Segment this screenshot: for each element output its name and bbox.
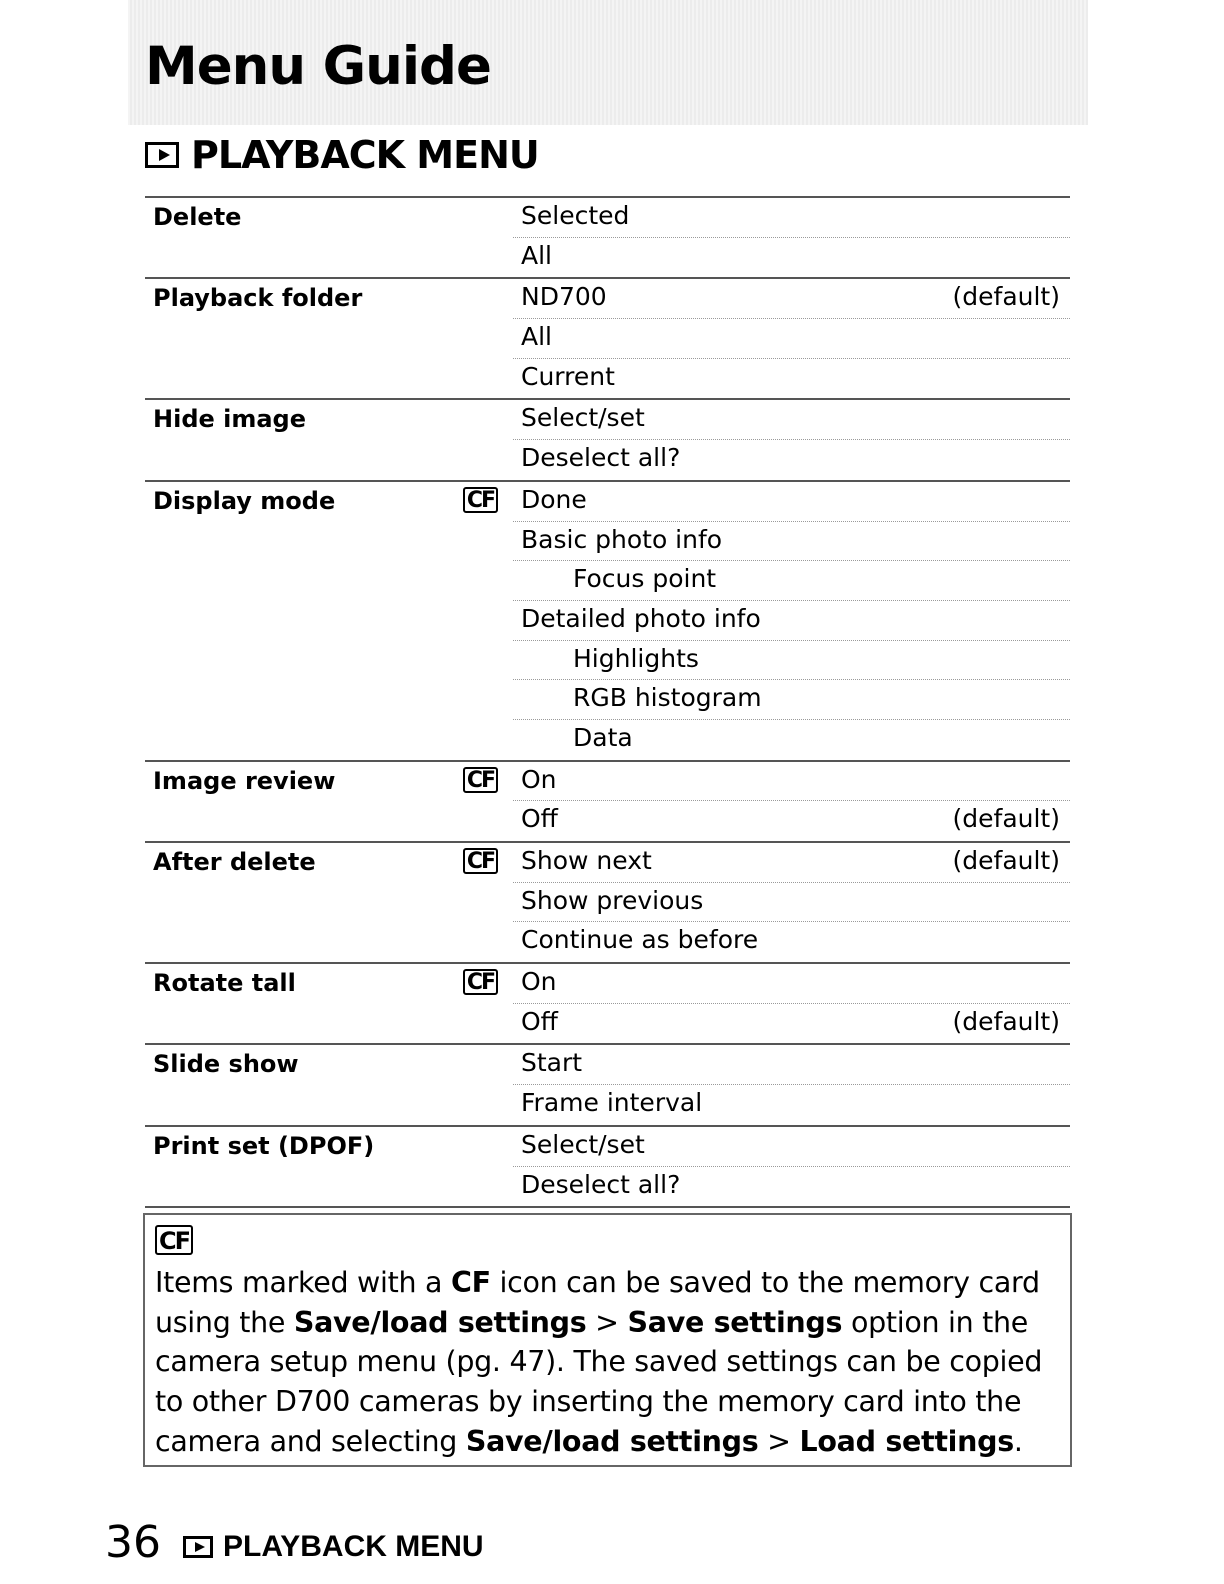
note-text: [155, 1263, 1058, 1462]
default-marker: (default): [952, 282, 1060, 312]
option-text: Deselect all?: [521, 443, 681, 473]
default-marker: (default): [952, 804, 1060, 834]
note-text-run: >: [758, 1424, 800, 1458]
cf-column: [448, 964, 513, 1043]
section-heading-label: PLAYBACK MENU: [191, 133, 539, 177]
note-emphasis: CF: [450, 1266, 491, 1299]
option-text: Frame interval: [521, 1088, 703, 1118]
option-row: [513, 601, 1070, 641]
option-list: [513, 198, 1070, 277]
menu-item-label: Delete: [153, 203, 242, 231]
option-row: [513, 883, 1070, 923]
cf-column: [448, 198, 513, 277]
option-text: Basic photo info: [521, 524, 723, 554]
cf-column: [448, 843, 513, 962]
menu-item-label: Playback folder: [153, 284, 363, 313]
menu-group: [145, 198, 1070, 279]
menu-group: [145, 400, 1070, 481]
option-text: Deselect all?: [521, 1169, 681, 1199]
option-list: [513, 964, 1070, 1043]
option-row: [513, 922, 1070, 962]
option-text: All: [521, 240, 552, 270]
option-text: Select/set: [521, 1129, 645, 1159]
option-text: On: [521, 764, 557, 794]
note-emphasis: Load settings: [799, 1424, 1014, 1458]
option-row: [513, 319, 1070, 359]
option-text: Show next: [521, 846, 652, 875]
option-row: [513, 522, 1070, 562]
note-emphasis: Save/load settings: [465, 1424, 759, 1458]
cf-column: [448, 400, 513, 479]
note-text-run: .: [1013, 1424, 1023, 1458]
option-row: [513, 1004, 1070, 1044]
option-text: On: [521, 967, 557, 997]
cf-icon: CF: [463, 848, 498, 874]
option-list: [513, 482, 1070, 760]
cf-column: [448, 279, 513, 398]
option-row: [513, 641, 1070, 681]
option-list: [513, 400, 1070, 479]
footer: [105, 1513, 484, 1573]
menu-group: [145, 279, 1070, 400]
option-text: Focus point: [573, 564, 717, 594]
default-marker: (default): [952, 846, 1060, 875]
cf-icon: CF: [463, 487, 498, 513]
option-row: [513, 440, 1070, 480]
option-text: Current: [521, 361, 615, 391]
playback-icon: [183, 1536, 213, 1558]
option-list: [513, 762, 1070, 841]
footer-section: [183, 1530, 484, 1564]
option-row: [513, 801, 1070, 841]
menu-table: [145, 196, 1070, 1208]
option-row: [513, 843, 1070, 883]
option-text: Show previous: [521, 885, 704, 915]
cf-column: [448, 762, 513, 841]
page-title: Menu Guide: [145, 36, 491, 97]
option-row: [513, 964, 1070, 1004]
option-text: ND700: [521, 282, 607, 312]
option-text: Select/set: [521, 403, 645, 433]
footer-section-label: PLAYBACK MENU: [223, 1530, 484, 1563]
option-text: Continue as before: [521, 925, 759, 955]
option-row: [513, 359, 1070, 399]
menu-item-label: Hide image: [153, 405, 307, 434]
menu-item-label: Image review: [153, 766, 336, 795]
note-text-run: option in the camera setup menu (pg. 47). The saved settings can be copied to other D700 cameras by inserting the memory card into the camera and selecting: [155, 1305, 1043, 1458]
option-row: [513, 1167, 1070, 1207]
menu-group: [145, 762, 1070, 843]
option-text: Data: [573, 722, 633, 752]
option-row: [513, 198, 1070, 238]
option-text: Start: [521, 1048, 583, 1078]
cf-column: [448, 1127, 513, 1206]
option-text: RGB histogram: [573, 683, 762, 713]
option-row: [513, 561, 1070, 601]
option-row: [513, 279, 1070, 319]
menu-item-label: After delete: [153, 848, 316, 876]
menu-item-label: Rotate tall: [153, 969, 296, 998]
option-list: [513, 1127, 1070, 1206]
playback-icon: [145, 142, 179, 168]
menu-group: [145, 1045, 1070, 1126]
note-text-run: icon can be saved to the memory card using the: [155, 1266, 1040, 1339]
option-list: [513, 843, 1070, 962]
option-text: Selected: [521, 201, 630, 230]
option-text: All: [521, 322, 552, 352]
cf-icon: CF: [463, 969, 498, 995]
option-list: [513, 1045, 1070, 1124]
section-heading: [145, 130, 539, 180]
note-text-run: Items marked with a: [155, 1266, 451, 1299]
option-row: [513, 482, 1070, 522]
note-emphasis: Save settings: [627, 1305, 843, 1339]
menu-item-label: Print set (DPOF): [153, 1131, 375, 1160]
option-row: [513, 238, 1070, 278]
option-row: [513, 400, 1070, 440]
option-text: Off: [521, 1006, 558, 1036]
menu-group: [145, 482, 1070, 762]
option-row: [513, 1127, 1070, 1167]
option-row: [513, 680, 1070, 720]
option-row: [513, 720, 1070, 760]
cf-column: [448, 482, 513, 760]
page-number: 36: [105, 1517, 161, 1568]
cf-column: [448, 1045, 513, 1124]
cf-icon: CF: [463, 767, 498, 793]
menu-group: [145, 964, 1070, 1045]
option-text: Off: [521, 804, 558, 834]
default-marker: (default): [952, 1006, 1060, 1036]
note-box: [143, 1213, 1072, 1467]
option-row: [513, 762, 1070, 802]
note-text-run: >: [586, 1305, 628, 1339]
cf-icon: CF: [155, 1225, 193, 1255]
option-text: Highlights: [573, 643, 699, 673]
menu-group: [145, 843, 1070, 964]
menu-group: [145, 1127, 1070, 1208]
option-row: [513, 1085, 1070, 1125]
option-list: [513, 279, 1070, 398]
option-row: [513, 1045, 1070, 1085]
note-emphasis: Save/load settings: [293, 1305, 587, 1339]
menu-item-label: Display mode: [153, 486, 336, 515]
menu-item-label: Slide show: [153, 1050, 299, 1079]
option-text: Done: [521, 484, 587, 514]
option-text: Detailed photo info: [521, 603, 761, 633]
